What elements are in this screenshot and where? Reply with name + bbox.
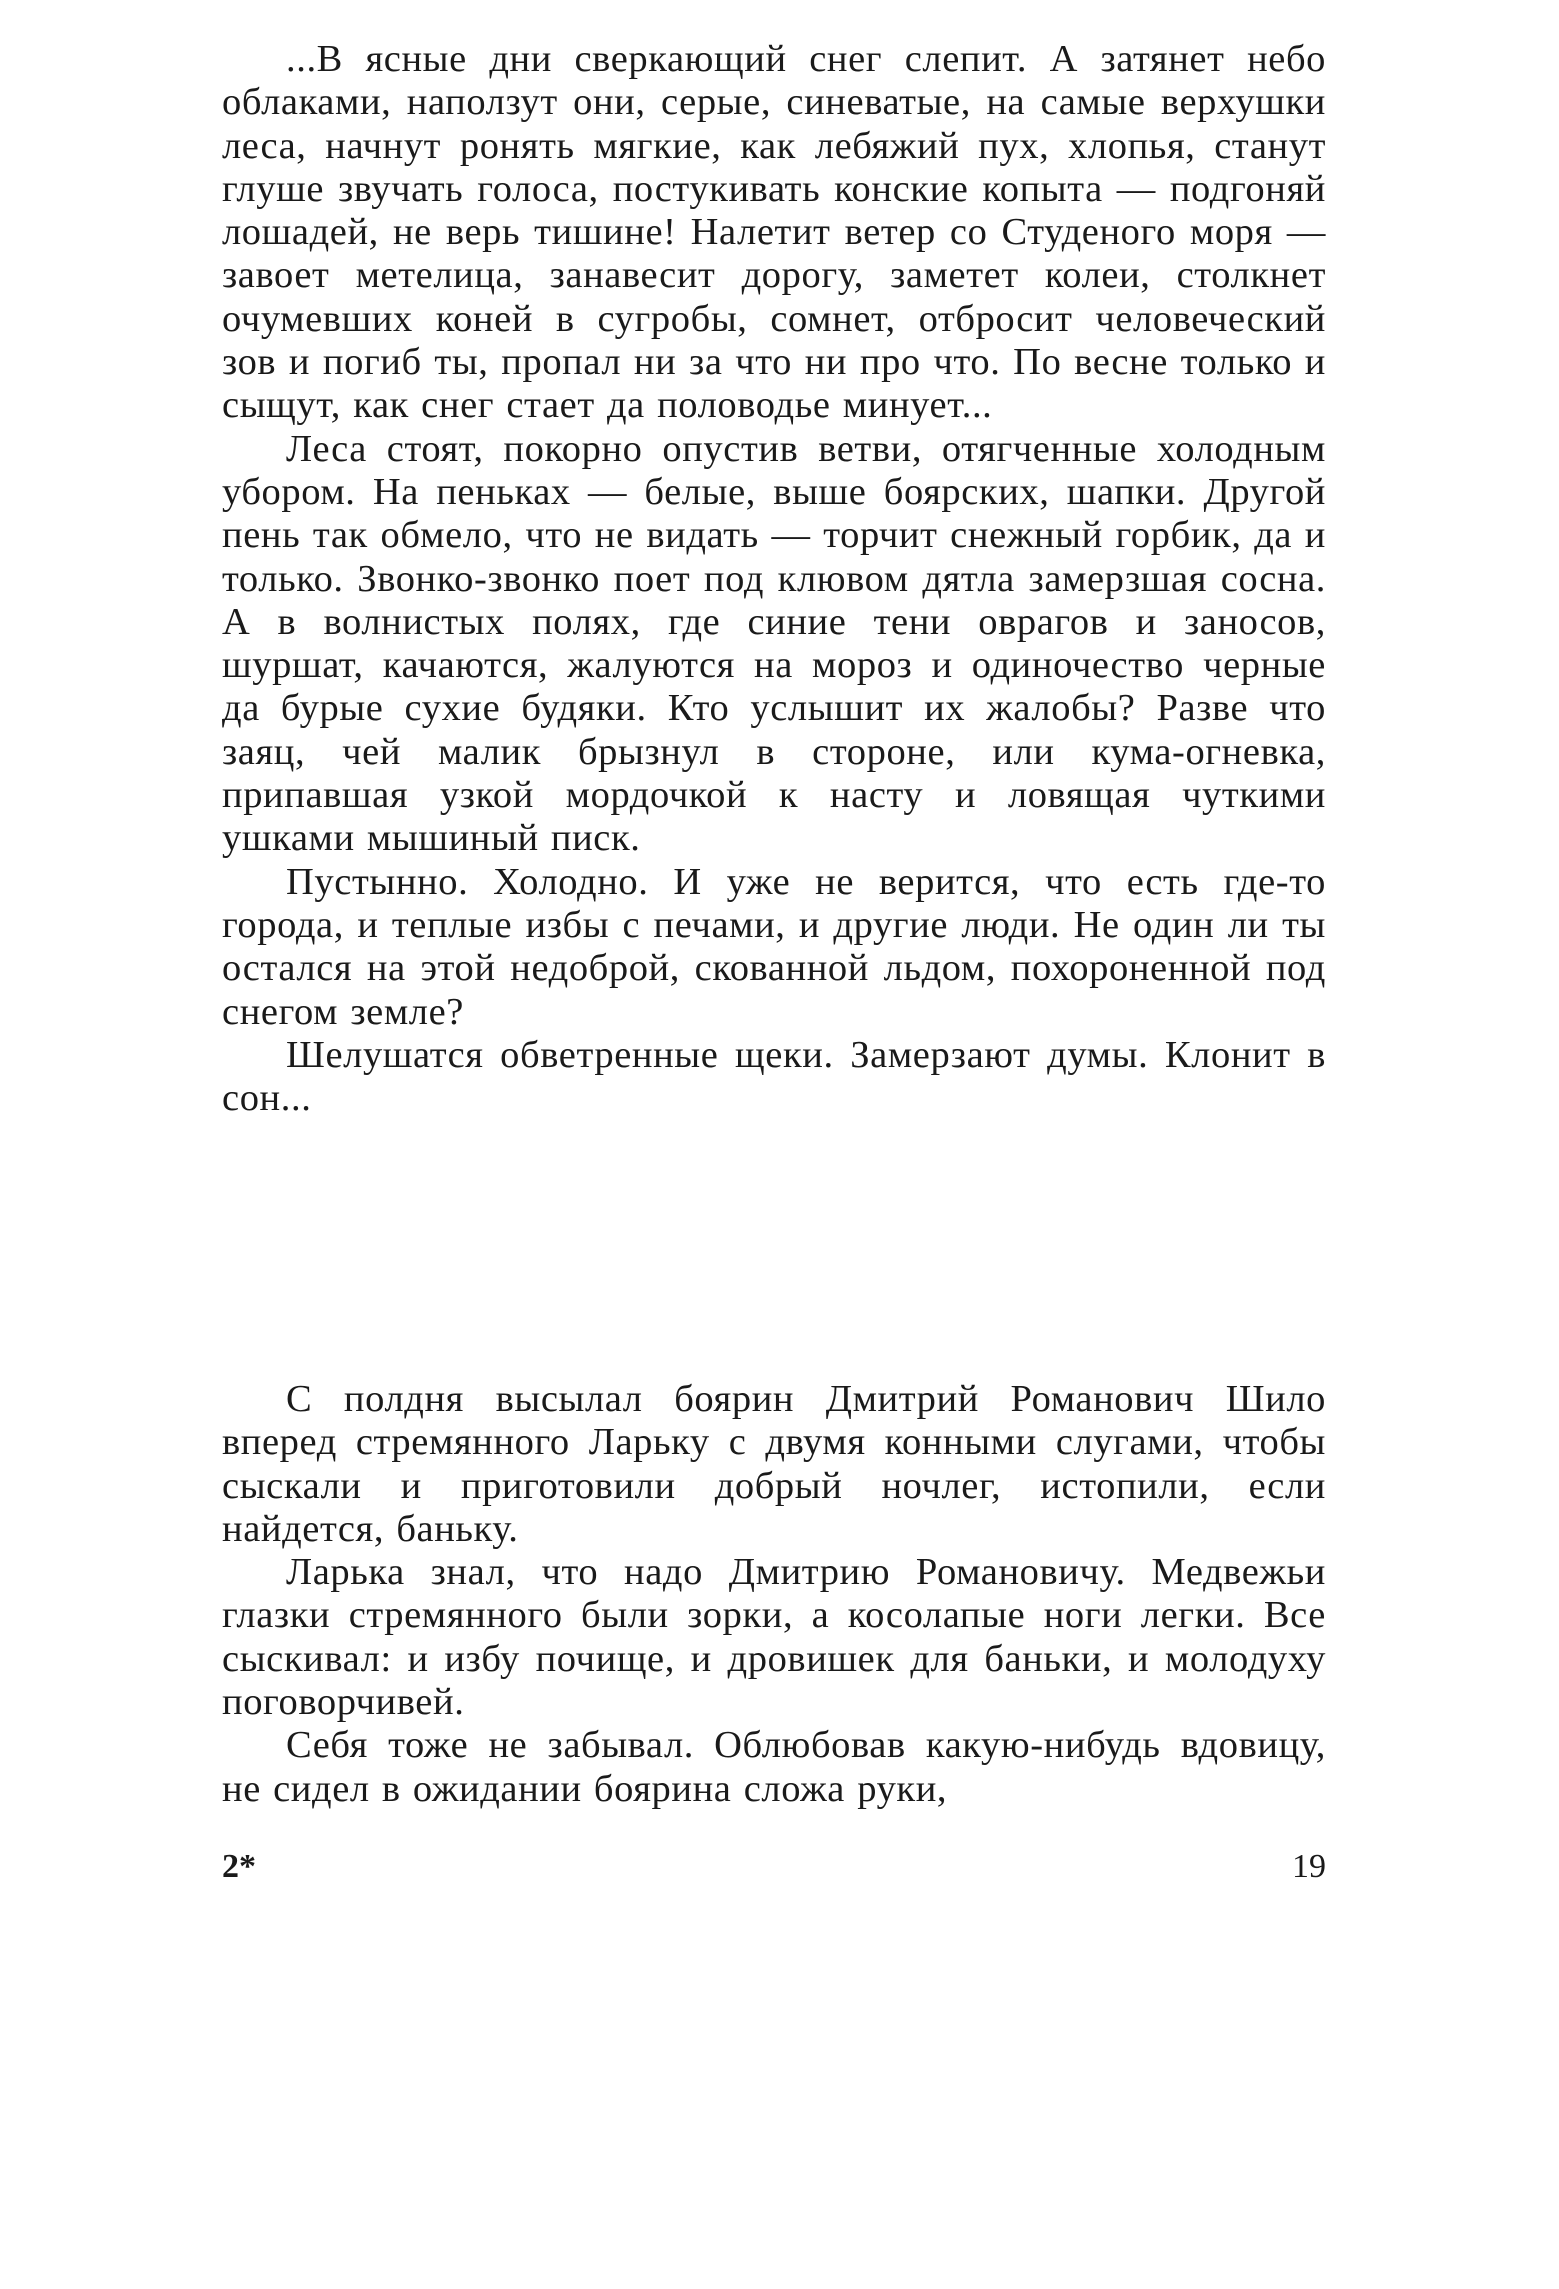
- paragraph: Леса стоят, покорно опустив ветви, отягченные холодным убором. На пеньках — белые, выше боярских, шапки. Другой пень так обмело, что не видать — торчит снежный горбик, да и только. Звонко-звонко поет под клювом дятла замерзшая сосна. А в волнистых полях, где синие тени оврагов и заносов, шуршат, качаются, жалуются на мороз и одиночество черные да бурые сухие будяки. Кто услышит их жалобы? Разве что заяц, чей малик брызнул в стороне, или кума-огневка, припавшая узкой мордочкой к насту и ловящая чуткими ушками мышиный писк.: [222, 427, 1326, 860]
- paragraph: Ларька знал, что надо Дмитрию Романовичу. Медвежьи глазки стремянного были зорки, а косолапые ноги легки. Все сыскивал: и избу почище, и дровишек для баньки, и молодуху поговорчивей.: [222, 1551, 1326, 1724]
- text-section-2: [222, 1378, 1326, 1811]
- signature-mark: 2*: [222, 1848, 256, 1885]
- paragraph: Шелушатся обветренные щеки. Замерзают думы. Клонит в сон...: [222, 1033, 1326, 1120]
- paragraph: ...В ясные дни сверкающий снег слепит. А затянет небо облаками, наползут они, серые, синеватые, на самые верхушки леса, начнут ронять мягкие, как лебяжий пух, хлопья, станут глуше звучать голоса, постукивать конские копыта — подгоняй лошадей, не верь тишине! Налетит ветер со Студеного моря — завоет метелица, занавесит дорогу, заметет колеи, столкнет очумевших коней в сугробы, сомнет, отбросит человеческий зов и погиб ты, пропал ни за что ни про что. По весне только и сыщут, как снег стает да половодье минует...: [222, 38, 1326, 427]
- paragraph: Пустынно. Холодно. И уже не верится, что есть где-то города, и теплые избы с печами, и другие люди. Не один ли ты остался на этой недоброй, скованной льдом, похороненной под снегом земле?: [222, 860, 1326, 1033]
- page-footer: [222, 1845, 1326, 1889]
- text-section-1: [222, 38, 1326, 1120]
- paragraph: С полдня высылал боярин Дмитрий Романович Шило вперед стремянного Ларьку с двумя конными слугами, чтобы сыскали и приготовили добрый ночлег, истопили, если найдется, баньку.: [222, 1378, 1326, 1550]
- page-number: 19: [1292, 1848, 1326, 1885]
- paragraph: Себя тоже не забывал. Облюбовав какую-нибудь вдовицу, не сидел в ожидании боярина сложа руки,: [222, 1724, 1326, 1810]
